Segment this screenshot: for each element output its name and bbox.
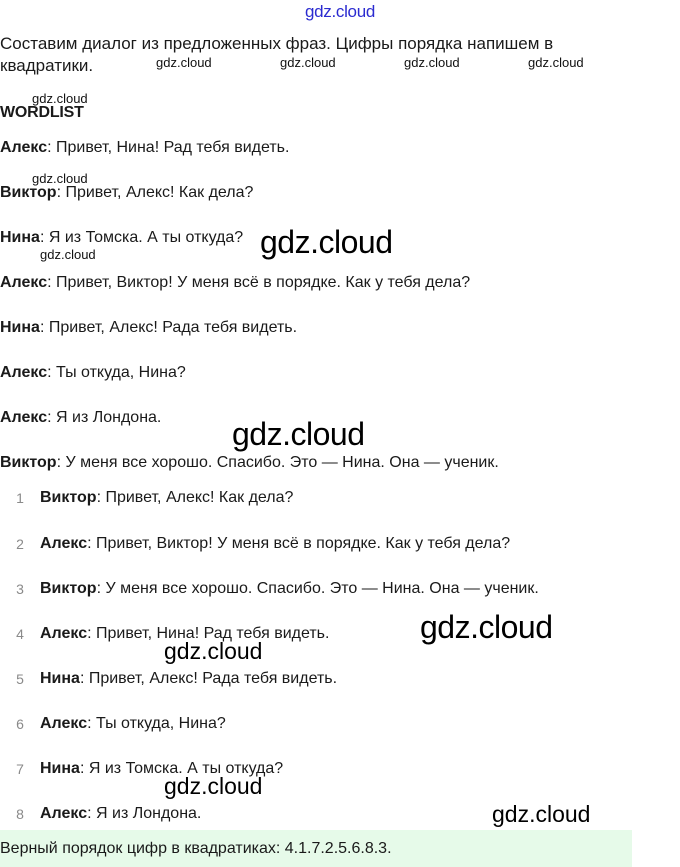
phrase: Привет, Алекс! Рада тебя видеть.	[48, 319, 298, 336]
watermark-small: gdz.cloud	[404, 55, 460, 70]
phrase: Я из Лондона.	[96, 805, 202, 822]
watermark-big: gdz.cloud	[232, 416, 365, 452]
wordlist-item: Алекс: Я из Лондона.	[0, 409, 162, 426]
watermark-small: gdz.cloud	[528, 55, 584, 70]
phrase: Ты откуда, Нина?	[56, 364, 186, 381]
phrase: Привет, Алекс! Как дела?	[105, 489, 294, 506]
ordered-item: Нина: Привет, Алекс! Рада тебя видеть.	[40, 670, 338, 687]
watermark-medium: gdz.cloud	[492, 801, 591, 827]
ordered-item: Виктор: Привет, Алекс! Как дела?	[40, 489, 294, 506]
phrase: Привет, Нина! Рад тебя видеть.	[96, 625, 330, 642]
line-number: 2	[16, 536, 24, 552]
phrase: Привет, Виктор! У меня всё в порядке. Как у тебя дела?	[96, 535, 511, 552]
speaker: Нина	[0, 229, 40, 246]
line-number: 3	[16, 581, 24, 597]
watermark-top: gdz.cloud	[304, 2, 376, 21]
speaker: Алекс	[0, 139, 48, 156]
speaker: Виктор	[0, 184, 57, 201]
watermark-big: gdz.cloud	[260, 224, 393, 260]
phrase: Ты откуда, Нина?	[96, 715, 226, 732]
line-number: 5	[16, 671, 24, 687]
speaker: Алекс	[40, 535, 88, 552]
phrase: Я из Томска. А ты откуда?	[48, 229, 244, 246]
phrase: Привет, Алекс! Рада тебя видеть.	[88, 670, 338, 687]
line-number: 7	[16, 761, 24, 777]
intro-text: Составим диалог из предложенных фраз. Цифры порядка напишем в квадратики.	[0, 34, 554, 75]
speaker: Нина	[40, 670, 80, 687]
line-number: 4	[16, 626, 24, 642]
wordlist-item: Алекс: Привет, Нина! Рад тебя видеть.	[0, 139, 290, 156]
line-number: 6	[16, 716, 24, 732]
wordlist-item: Нина: Привет, Алекс! Рада тебя видеть.	[0, 319, 298, 336]
line-number: 1	[16, 490, 24, 506]
watermark-small: gdz.cloud	[156, 55, 212, 70]
line-number: 8	[16, 806, 24, 822]
watermark-small: gdz.cloud	[32, 171, 88, 186]
speaker: Виктор	[40, 489, 97, 506]
ordered-item: Алекс: Я из Лондона.	[40, 805, 202, 822]
wordlist-item: Виктор: Привет, Алекс! Как дела?	[0, 184, 254, 201]
watermark-small: gdz.cloud	[280, 55, 336, 70]
ordered-item: Виктор: У меня все хорошо. Спасибо. Это — Нина. Она — ученик.	[40, 580, 539, 597]
ordered-item: Нина: Я из Томска. А ты откуда?	[40, 760, 284, 777]
speaker: Алекс	[40, 805, 88, 822]
phrase: Я из Лондона.	[56, 409, 162, 426]
watermark-big: gdz.cloud	[420, 609, 553, 645]
watermark-medium: gdz.cloud	[164, 638, 263, 664]
speaker: Нина	[40, 760, 80, 777]
speaker: Алекс	[0, 409, 48, 426]
speaker: Алекс	[0, 364, 48, 381]
ordered-item: Алекс: Привет, Виктор! У меня всё в порядке. Как у тебя дела?	[40, 535, 511, 552]
speaker: Виктор	[0, 454, 57, 471]
wordlist-item: Нина: Я из Томска. А ты откуда?	[0, 229, 244, 246]
phrase: Я из Томска. А ты откуда?	[88, 760, 284, 777]
speaker: Нина	[0, 319, 40, 336]
wordlist-item: Алекс: Ты откуда, Нина?	[0, 364, 186, 381]
ordered-item: Алекс: Привет, Нина! Рад тебя видеть.	[40, 625, 330, 642]
wordlist-title: WORDLIST	[0, 104, 84, 121]
answer-box: Верный порядок цифр в квадратиках: 4.1.7.2.5.6.8.3.	[0, 830, 632, 867]
speaker: Виктор	[40, 580, 97, 597]
phrase: Привет, Виктор! У меня всё в порядке. Как у тебя дела?	[56, 274, 471, 291]
watermark-medium: gdz.cloud	[164, 773, 263, 799]
wordlist-item: Алекс: Привет, Виктор! У меня всё в порядке. Как у тебя дела?	[0, 274, 471, 291]
wordlist-item: Виктор: У меня все хорошо. Спасибо. Это — Нина. Она — ученик.	[0, 454, 499, 471]
phrase: Привет, Алекс! Как дела?	[65, 184, 254, 201]
ordered-item: Алекс: Ты откуда, Нина?	[40, 715, 226, 732]
phrase: У меня все хорошо. Спасибо. Это — Нина. Она — ученик.	[65, 454, 499, 471]
phrase: Привет, Нина! Рад тебя видеть.	[56, 139, 290, 156]
watermark-small: gdz.cloud	[40, 247, 96, 262]
speaker: Алекс	[40, 715, 88, 732]
watermark-small: gdz.cloud	[32, 91, 88, 106]
speaker: Алекс	[0, 274, 48, 291]
speaker: Алекс	[40, 625, 88, 642]
phrase: У меня все хорошо. Спасибо. Это — Нина. Она — ученик.	[105, 580, 539, 597]
